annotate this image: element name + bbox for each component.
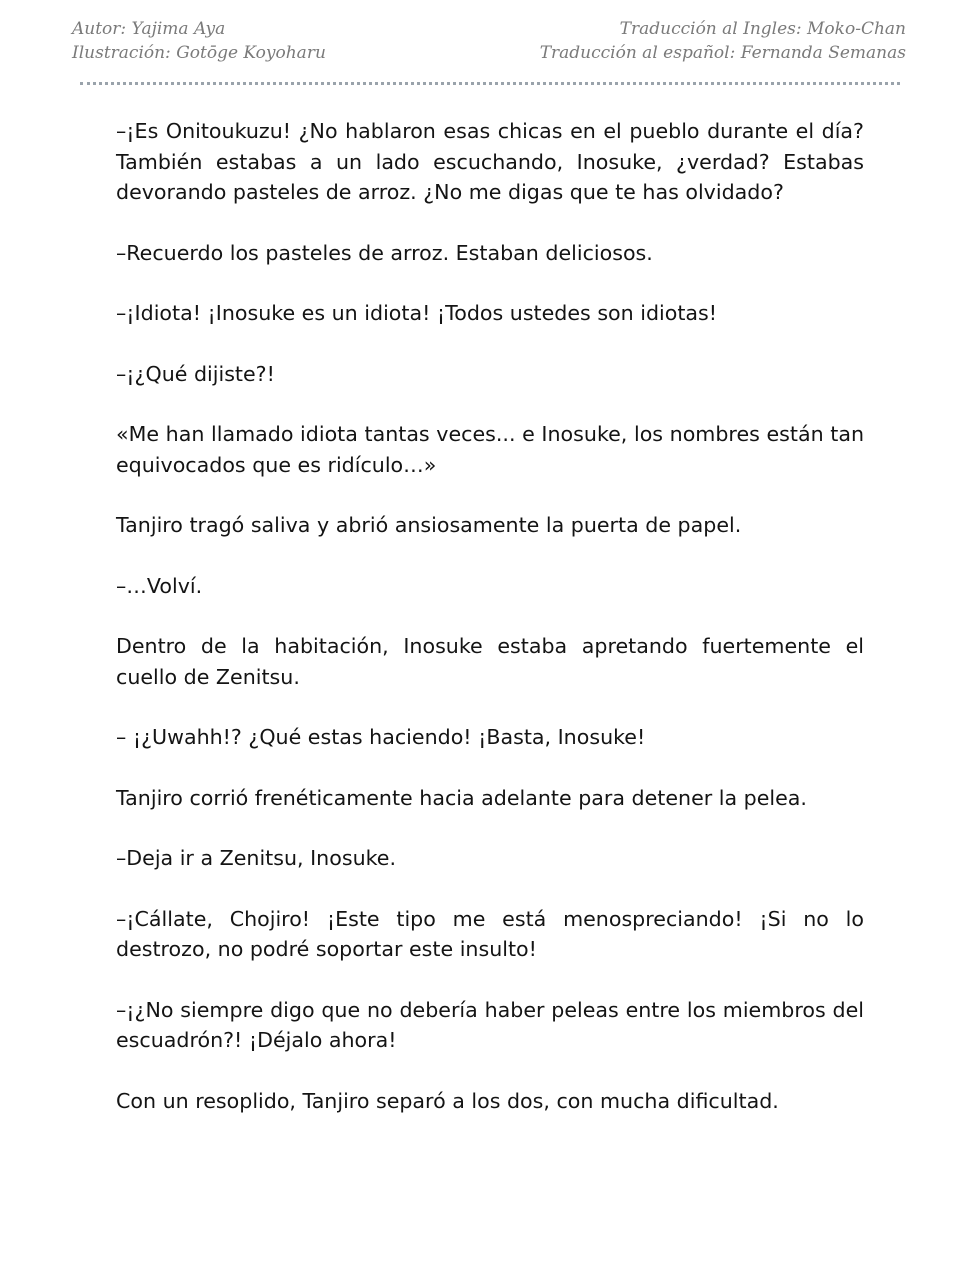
paragraph: – ¡¿Uwahh!? ¿Qué estas haciendo! ¡Basta, Inosuke! — [116, 725, 646, 749]
paragraph: –Deja ir a Zenitsu, Inosuke. — [116, 846, 397, 870]
paragraph: –¡¿No siempre digo que no debería haber peleas entre los miembros del escuadrón?! ¡Déjalo ahora! — [116, 997, 864, 1052]
paragraph: –¡¿Qué dijiste?! — [116, 361, 275, 386]
paragraph: Dentro de la habitación, Inosuke estaba apretando fuertemente el cuello de Zenitsu. — [116, 634, 864, 689]
header-row-2 — [72, 41, 906, 65]
header-divider — [80, 82, 900, 85]
english-translation-credit: Traducción al Ingles: Moko-Chan — [619, 19, 906, 39]
paragraph: Tanjiro tragó saliva y abrió ansiosamente la puerta de papel. — [116, 513, 742, 537]
spanish-translation-credit: Traducción al español: Fernanda Semanas — [539, 43, 906, 63]
paragraph: Tanjiro corrió frenéticamente hacia adelante para detener la pelea. — [116, 785, 807, 810]
header-row-1 — [72, 17, 906, 41]
author-credit: Autor: Yajima Aya — [72, 19, 226, 39]
paragraph: –Recuerdo los pasteles de arroz. Estaban deliciosos. — [116, 240, 653, 265]
page-header — [72, 17, 906, 65]
paragraph: «Me han llamado idiota tantas veces... e Inosuke, los nombres están tan equivocados que es ridículo…» — [116, 422, 864, 477]
paragraph: –¡Es Onitoukuzu! ¿No hablaron esas chicas en el pueblo durante el día? También estabas a un lado escuchando, Inosuke, ¿verdad? Estabas devorando pasteles de arroz. ¿No me digas que te has olvidado? — [116, 119, 864, 204]
paragraph: –¡Idiota! ¡Inosuke es un idiota! ¡Todos ustedes son idiotas! — [116, 301, 718, 325]
paragraph: –¡Cállate, Chojiro! ¡Este tipo me está menospreciando! ¡Si no lo destrozo, no podré soportar este insulto! — [116, 906, 864, 961]
paragraph: Con un resoplido, Tanjiro separó a los dos, con mucha dificultad. — [116, 1088, 779, 1113]
story-text — [116, 116, 864, 1146]
paragraph: –…Volví. — [116, 573, 203, 598]
illustration-credit: Ilustración: Gotōge Koyoharu — [72, 43, 326, 63]
